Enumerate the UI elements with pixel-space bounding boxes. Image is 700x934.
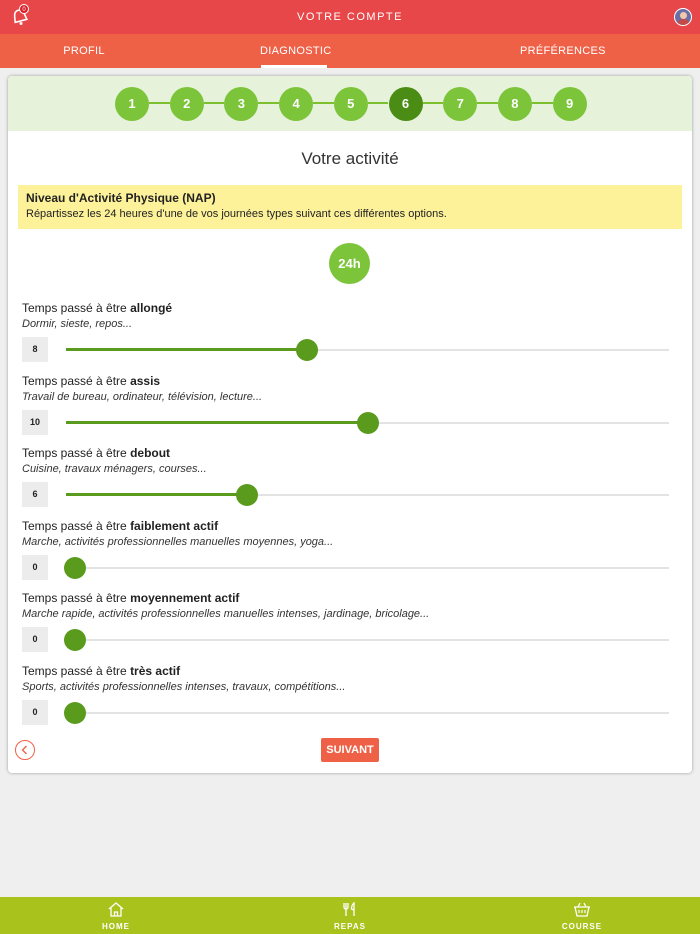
activity-description: Marche, activités professionnelles manuelles moyennes, yoga...: [22, 535, 334, 548]
slider-track[interactable]: [66, 639, 669, 641]
diagnostic-card: [8, 76, 692, 773]
slider-fill: [66, 348, 307, 351]
hours-value[interactable]: 0: [22, 555, 48, 580]
step-1[interactable]: 1: [115, 87, 149, 121]
top-bar: [0, 0, 700, 34]
chevron-left-icon: [19, 744, 31, 756]
activity-label-prefix: Temps passé à être: [22, 373, 131, 388]
hours-value[interactable]: 0: [22, 627, 48, 652]
step-indicator: [8, 76, 692, 131]
activity-label-level: allongé: [130, 301, 173, 315]
hours-value[interactable]: 10: [22, 410, 48, 435]
step-connector: [423, 102, 444, 104]
activity-label: [22, 664, 682, 678]
info-text: Répartissez les 24 heures d'une de vos journées types suivant ces différentes options.: [26, 208, 447, 220]
activity-label-level: assis: [130, 373, 161, 388]
activity-row: [22, 519, 682, 591]
slider-handle[interactable]: [296, 339, 318, 361]
active-tab-indicator: [261, 65, 327, 68]
tab-bar: [0, 34, 700, 68]
info-title: Niveau d'Activité Physique (NAP): [26, 191, 216, 205]
step-connector: [258, 102, 279, 104]
activity-label-level: faiblement actif: [130, 518, 219, 533]
activity-label-prefix: Temps passé à être: [22, 591, 131, 605]
activity-row: [22, 446, 682, 518]
activity-row: [22, 664, 682, 736]
back-button[interactable]: [15, 740, 35, 760]
home-icon: [107, 901, 125, 918]
step-connector: [149, 102, 170, 104]
activity-label: [22, 374, 682, 388]
activity-description: Cuisine, travaux ménagers, courses...: [22, 463, 207, 475]
section-title: Votre activité: [301, 149, 399, 168]
info-box: [18, 185, 682, 229]
activity-label-level: très actif: [130, 663, 181, 678]
utensils-icon: [341, 901, 359, 918]
step-5[interactable]: 5: [334, 87, 368, 121]
tab-diagnostic[interactable]: DIAGNOSTIC: [260, 45, 332, 57]
avatar[interactable]: [674, 8, 692, 26]
step-4[interactable]: 4: [279, 87, 313, 121]
next-button[interactable]: SUIVANT: [321, 738, 379, 762]
activity-description: Marche rapide, activités professionnelles manuelles intenses, jardinage, bricolage...: [22, 608, 430, 620]
slider-handle[interactable]: [64, 629, 86, 651]
nav-repas-label: REPAS: [334, 922, 366, 931]
slider-handle[interactable]: [64, 702, 86, 724]
activity-row: [22, 301, 682, 373]
activity-label-prefix: Temps passé à être: [22, 446, 131, 460]
slider-fill: [66, 421, 368, 424]
step-9[interactable]: 9: [553, 87, 587, 121]
basket-icon: [572, 901, 592, 918]
hours-value[interactable]: 6: [22, 482, 48, 507]
hours-value[interactable]: 8: [22, 337, 48, 362]
activity-label-prefix: Temps passé à être: [22, 663, 131, 678]
nav-repas[interactable]: [310, 901, 390, 931]
hours-value[interactable]: 0: [22, 700, 48, 725]
activity-label-level: moyennement actif: [130, 591, 240, 605]
step-connector: [532, 102, 553, 104]
page-title: VOTRE COMPTE: [296, 11, 403, 23]
activity-label-level: debout: [130, 446, 171, 460]
slider-track[interactable]: [66, 712, 669, 714]
activity-description: Sports, activités professionnelles intenses, travaux, compétitions...: [22, 680, 346, 693]
step-8[interactable]: 8: [498, 87, 532, 121]
step-connector: [477, 102, 498, 104]
step-connector: [204, 102, 225, 104]
activity-row: [22, 591, 682, 663]
step-connector: [368, 102, 389, 104]
activity-row: [22, 374, 682, 446]
step-3[interactable]: 3: [224, 87, 258, 121]
step-7[interactable]: 7: [443, 87, 477, 121]
activity-label-prefix: Temps passé à être: [22, 518, 131, 533]
activity-label: [22, 591, 682, 605]
slider-handle[interactable]: [357, 412, 379, 434]
activity-description: Travail de bureau, ordinateur, télévision, lecture...: [22, 390, 263, 403]
bottom-nav: [0, 897, 700, 934]
slider-handle[interactable]: [236, 484, 258, 506]
tab-preferences[interactable]: PRÉFÉRENCES: [520, 45, 606, 57]
slider-track[interactable]: [66, 567, 669, 569]
tab-profil[interactable]: PROFIL: [63, 45, 105, 57]
activity-label: [22, 519, 682, 533]
activity-label: [22, 446, 682, 460]
notification-badge: 0: [19, 4, 29, 14]
activity-label: [22, 301, 682, 315]
step-2[interactable]: 2: [170, 87, 204, 121]
activity-description: Dormir, sieste, repos...: [22, 318, 133, 330]
nav-course-label: COURSE: [561, 922, 603, 931]
slider-handle[interactable]: [64, 557, 86, 579]
activity-label-prefix: Temps passé à être: [22, 301, 131, 315]
slider-fill: [66, 493, 247, 496]
nav-course[interactable]: [542, 901, 622, 931]
step-6[interactable]: 6: [389, 87, 423, 121]
nav-home[interactable]: [76, 901, 156, 931]
total-hours-badge: 24h: [329, 243, 370, 284]
step-connector: [313, 102, 334, 104]
nav-home-label: HOME: [102, 922, 130, 931]
